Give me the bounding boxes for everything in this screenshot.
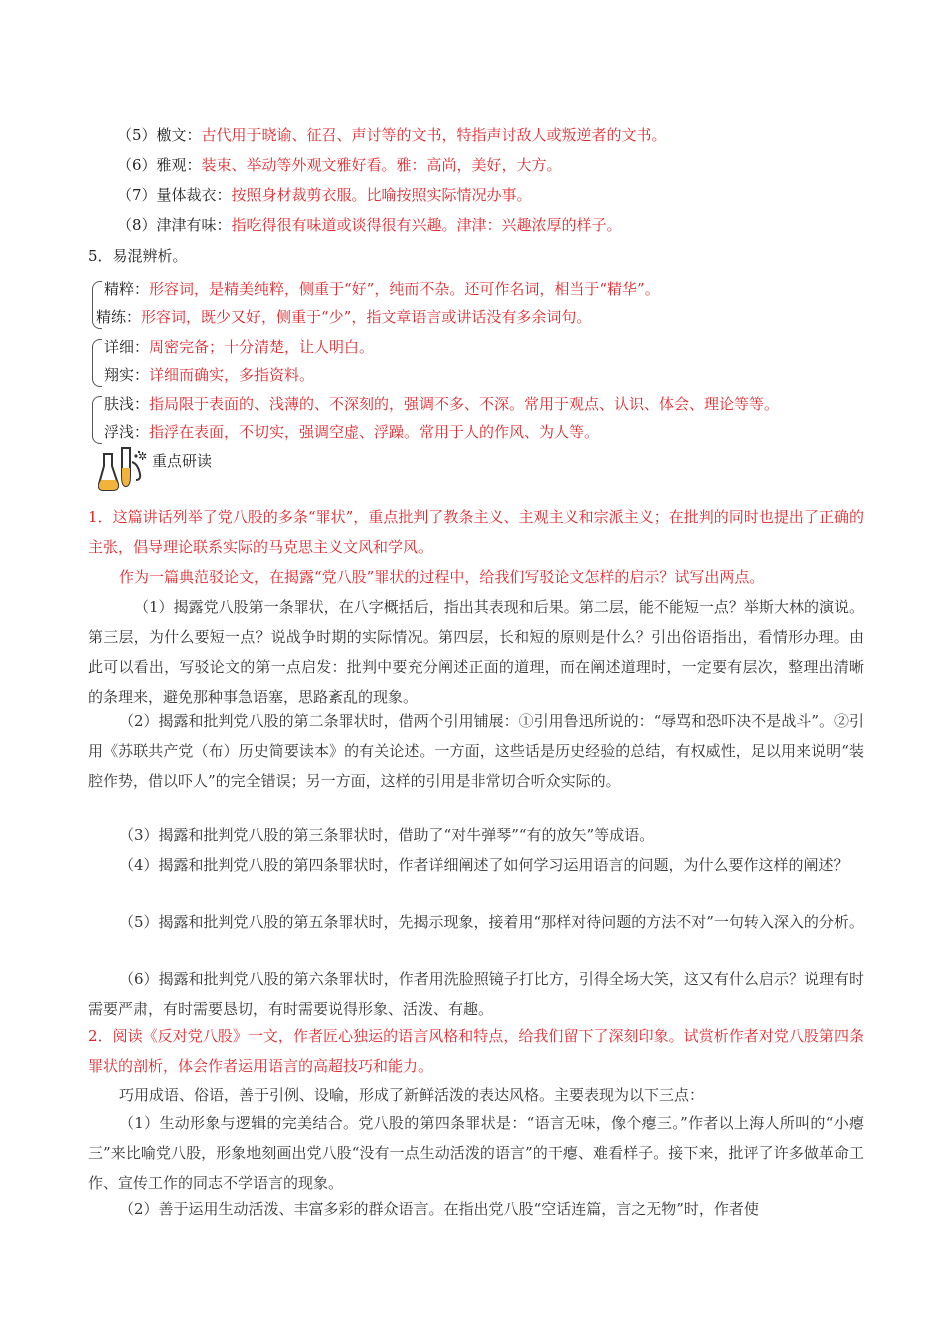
answer-paragraph: （1）揭露党八股第一条罪状，在八字概括后，指出其表现和后果。第二层，能不能短一点？举斯大林的演说。第三层，为什么要短一点？说战争时期的实际情况。第四层，长和短的原则是什么？引出俗语指出，看情形办理。由此可以看出，写驳论文的第一点启发：批判中要充分阐述正面的道理，而在阐述道理时，一定要有层次，整理出清晰的条理来，避免那种事急语塞，思路紊乱的现象。 xyxy=(88,598,864,706)
pair-term: 浮浅： xyxy=(104,423,150,441)
pair-term: 精练： xyxy=(96,308,142,326)
pair-item xyxy=(104,393,779,415)
pair-definition: 指浮在表面，不切实，强调空虚、浮躁。常用于人的作风、为人等。 xyxy=(149,423,600,441)
vocab-definition: 指吃得很有味道或谈得很有兴趣。津津：兴趣浓厚的样子。 xyxy=(231,216,622,234)
vocab-item-5 xyxy=(117,124,667,146)
pair-definition: 形容词，既少又好，侧重于“少”，指文章语言或讲话没有多余词句。 xyxy=(141,308,592,326)
vocab-definition: 装束、举动等外观文雅好看。雅：高尚，美好，大方。 xyxy=(201,156,562,174)
brace-bracket xyxy=(92,396,102,444)
answer-paragraph: （4）揭露和批判党八股的第四条罪状时，作者详细阐述了如何学习运用语言的问题，为什么要作这样的阐述？ xyxy=(119,856,849,874)
pair-definition: 指局限于表面的、浅薄的、不深刻的，强调不多、不深。常用于观点、认识、体会、理论等等。 xyxy=(149,395,780,413)
answer-paragraph: （1）生动形象与逻辑的完美结合。党八股的第四条罪状是：“语言无味，像个瘪三。”作者以上海人所叫的“小瘪三”来比喻党八股，形象地刻画出党八股“没有一点生动活泼的语言”的干瘪、难看样子。接下来，批评了许多做革命工作、宣传工作的同志不学语言的现象。 xyxy=(88,1114,864,1192)
pair-term: 翔实： xyxy=(104,366,150,384)
answer-paragraph: （3）揭露和批判党八股的第三条罪状时，借助了“对牛弹琴”“有的放矢”等成语。 xyxy=(119,826,655,844)
vocab-term: （5）檄文： xyxy=(117,126,202,144)
pair-item xyxy=(104,278,660,300)
section-heading xyxy=(138,450,212,471)
answer-paragraph: 巧用成语、俗语，善于引例、设喻，形成了新鲜活泼的表达风格。主要表现为以下三点： xyxy=(119,1086,705,1104)
pair-term: 肤浅： xyxy=(104,395,150,413)
answer-paragraph: （2）善于运用生动活泼、丰富多彩的群众语言。在指出党八股“空话连篇，言之无物”时，作者使 xyxy=(119,1200,759,1218)
pair-term: 精粹： xyxy=(104,280,150,298)
vocab-item-7 xyxy=(117,184,532,206)
pair-item xyxy=(104,364,314,386)
pair-definition: 周密完备；十分清楚，让人明白。 xyxy=(149,338,375,356)
question-2: 2．阅读《反对党八股》一文，作者匠心独运的语言风格和特点，给我们留下了深刻印象。试赏析作者对党八股第四条罪状的剖析，体会作者运用语言的高超技巧和能力。 xyxy=(88,1027,864,1075)
question-1-sub: 作为一篇典范驳论文，在揭露“党八股”罪状的过程中，给我们写驳论文怎样的启示？试写出两点。 xyxy=(119,568,765,586)
pair-definition: 形容词，是精美纯粹，侧重于“好”，纯而不杂。还可作名词，相当于“精华”。 xyxy=(149,280,660,298)
vocab-definition: 按照身材裁剪衣服。比喻按照实际情况办事。 xyxy=(231,186,532,204)
sparkle-icon: ✲ xyxy=(138,450,148,463)
answer-paragraph: （6）揭露和批判党八股的第六条罪状时，作者用洗脸照镜子打比方，引得全场大笑，这又有什么启示？说理有时需要严肃，有时需要恳切，有时需要说得形象、活泼、有趣。 xyxy=(88,970,864,1018)
vocab-item-8 xyxy=(117,214,622,236)
vocab-term: （8）津津有味： xyxy=(117,216,232,234)
pair-item xyxy=(104,336,374,358)
answer-paragraph: （2）揭露和批判党八股的第二条罪状时，借两个引用铺展：①引用鲁迅所说的：“辱骂和恐吓决不是战斗”。②引用《苏联共产党（布）历史简要读本》的有关论述。一方面，这些话是历史经验的总结，有权威性，足以用来说明“装腔作势，借以吓人”的完全错误；另一方面，这样的引用是非常切合听众实际的。 xyxy=(88,712,864,790)
vocab-definition: 古代用于晓谕、征召、声讨等的文书，特指声讨敌人或叛逆者的文书。 xyxy=(201,126,667,144)
pair-definition: 详细而确实，多指资料。 xyxy=(149,366,315,384)
question-1: 1．这篇讲话列举了党八股的多条“罪状”，重点批判了教条主义、主观主义和宗派主义；在批判的同时也提出了正确的主张，倡导理论联系实际的马克思主义文风和学风。 xyxy=(88,508,864,556)
pair-item xyxy=(96,306,591,328)
section-heading-text: 重点研读 xyxy=(152,452,213,470)
pair-item xyxy=(104,421,599,443)
pair-term: 详细： xyxy=(104,338,150,356)
answer-paragraph: （5）揭露和批判党八股的第五条罪状时，先揭示现象，接着用“那样对待问题的方法不对”一句转入深入的分析。 xyxy=(119,913,864,931)
vocab-term: （6）雅观： xyxy=(117,156,202,174)
flask-icon xyxy=(98,446,142,496)
vocab-term: （7）量体裁衣： xyxy=(117,186,232,204)
section-title: 5．易混辨析。 xyxy=(88,247,188,265)
brace-bracket xyxy=(92,339,102,387)
vocab-item-6 xyxy=(117,154,562,176)
